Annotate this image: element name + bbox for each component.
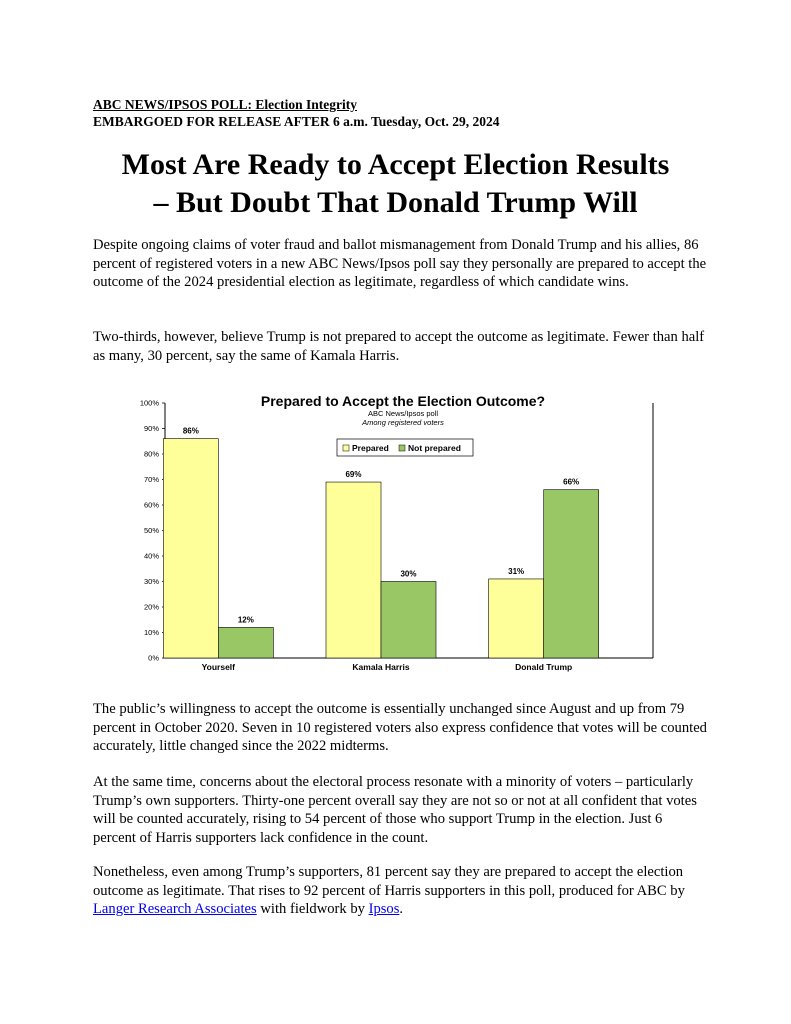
y-tick-label: 10% — [143, 628, 159, 637]
bar — [163, 439, 218, 658]
x-category-label: Kamala Harris — [352, 662, 410, 672]
y-tick-label: 40% — [143, 551, 159, 561]
x-category-label: Yourself — [201, 662, 236, 672]
bar-value-label: 31% — [508, 566, 525, 576]
bar-value-label: 86% — [182, 426, 199, 436]
x-category-label: Donald Trump — [515, 662, 573, 672]
bar — [544, 490, 599, 658]
headline — [60, 146, 731, 222]
chart-subtitle-2: Among registered voters — [362, 418, 444, 427]
legend-swatch-prepared — [343, 445, 349, 451]
bar — [326, 482, 381, 658]
bar-value-label: 30% — [400, 569, 417, 579]
bar-value-label: 69% — [345, 470, 362, 480]
y-tick-label: 0% — [148, 653, 159, 663]
bar-value-label: 66% — [563, 477, 580, 487]
y-tick-label: 60% — [143, 500, 159, 510]
y-tick-label: 90% — [143, 424, 159, 433]
paragraph-2: Two-thirds, however, believe Trump is not prepared to accept the outcome as legitimate. Fewer than half as many, 30 percent, say the same of Kamala Harris. — [93, 329, 705, 364]
bar — [381, 582, 436, 659]
chart-title: Prepared to Accept the Election Outcome? — [260, 393, 546, 409]
paragraph-1: Despite ongoing claims of voter fraud and ballot mismanagement from Donald Trump and his allies, 86 percent of registered voters in a new ABC News/Ipsos poll say they personally are prepared to accept the outcome of the 2024 presidential election as legitimate, regardless of which candidate wins. — [93, 237, 707, 290]
chart-subtitle: ABC News/Ipsos poll — [367, 409, 439, 418]
paragraph-3: The public’s willingness to accept the outcome is essentially unchanged since August and up from 79 percent in October 2020. Seven in 10 registered voters also express confidence that votes will be counted accurately, little changed since the 2022 midterms. — [93, 701, 707, 754]
paragraph-5-end: . — [399, 901, 404, 917]
bar-chart — [125, 388, 665, 680]
embargo-line: EMBARGOED FOR RELEASE AFTER 6 a.m. Tuesday, Oct. 29, 2024 — [93, 114, 500, 129]
y-tick-label: 100% — [139, 398, 159, 408]
y-tick-label: 20% — [143, 602, 159, 612]
paragraph-4: At the same time, concerns about the electoral process resonate with a minority of voters – particularly Trump’s own supporters. Thirty-one percent overall say they are not so or not at all confident that votes will be counted accurately, rising to 54 percent of those who support Trump in the election. Just 6 percent of Harris supporters lack confidence in the count. — [93, 774, 697, 846]
release-header — [93, 96, 500, 130]
y-tick-label: 80% — [143, 449, 159, 459]
paragraph-5 — [93, 863, 708, 919]
ipsos-link[interactable]: Ipsos — [368, 901, 400, 917]
bar-value-label: 12% — [237, 615, 254, 625]
legend-label-not-prepared: Not prepared — [408, 443, 461, 453]
y-tick-label: 30% — [143, 577, 159, 586]
legend-label-prepared: Prepared — [352, 443, 389, 453]
y-tick-label: 70% — [143, 475, 159, 484]
poll-title-line: ABC NEWS/IPSOS POLL: Election Integrity — [93, 97, 358, 112]
langer-research-link[interactable]: Langer Research Associates — [93, 901, 257, 917]
headline-line-2: – But Doubt That Donald Trump Will — [153, 186, 638, 219]
paragraph-5-mid: with fieldwork by — [256, 901, 369, 917]
headline-line-1: Most Are Ready to Accept Election Results — [121, 148, 670, 181]
y-tick-label: 50% — [143, 526, 159, 535]
legend-swatch-not-prepared — [399, 445, 405, 451]
paragraph-5-text: Nonetheless, even among Trump’s supporters, 81 percent say they are prepared to accept the election outcome as legitimate. That rises to 92 percent of Harris supporters in this poll, produced for ABC by — [93, 864, 685, 899]
bar — [218, 627, 273, 658]
bar — [489, 579, 544, 658]
